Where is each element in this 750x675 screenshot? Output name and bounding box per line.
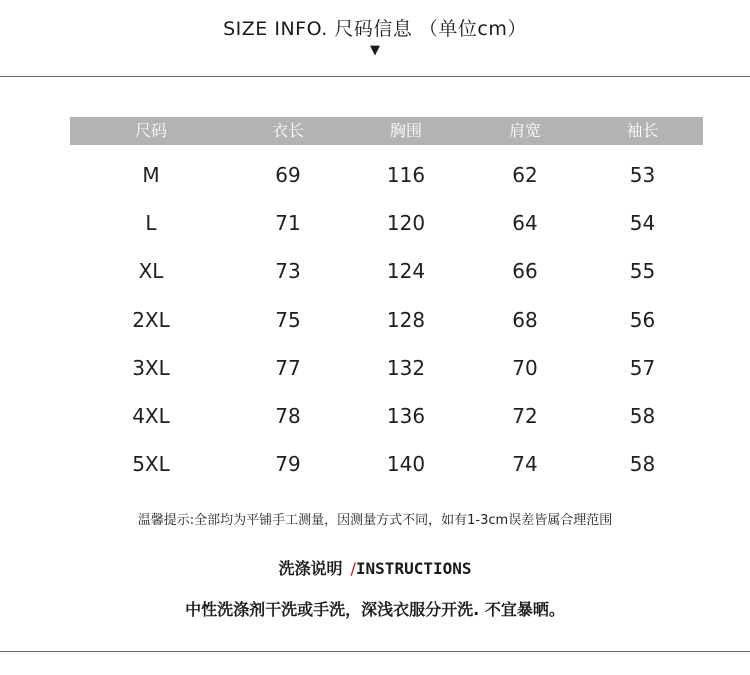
sleeve-cell: 53 — [629, 163, 656, 188]
column-header-chest: 胸围 — [389, 121, 422, 140]
size-cell: XL — [138, 259, 164, 284]
length-cell: 71 — [275, 211, 301, 236]
column-header-sleeve: 袖长 — [626, 121, 659, 140]
shoulder-cell: 64 — [512, 211, 538, 236]
sleeve-cell: 54 — [629, 211, 656, 236]
length-cell: 69 — [275, 163, 301, 188]
shoulder-cell: 72 — [512, 404, 538, 429]
table-row — [70, 199, 703, 247]
table-row — [70, 392, 703, 440]
chest-cell: 120 — [386, 211, 426, 236]
shoulder-cell: 62 — [512, 163, 538, 188]
down-arrow-icon: ▼ — [370, 43, 380, 58]
instructions-slash: / — [350, 559, 356, 578]
table-header — [70, 117, 703, 145]
bottom-divider — [0, 651, 750, 652]
size-cell: M — [142, 163, 160, 188]
chest-cell: 140 — [386, 452, 426, 477]
column-header-size: 尺码 — [134, 121, 167, 140]
size-cell: 4XL — [132, 404, 170, 429]
table-row — [70, 247, 703, 295]
shoulder-cell: 74 — [512, 452, 538, 477]
length-cell: 73 — [275, 259, 301, 284]
instructions-heading-cn: 洗涤说明 — [278, 559, 343, 578]
top-divider — [0, 76, 750, 77]
shoulder-cell: 66 — [512, 259, 538, 284]
instructions-heading — [0, 556, 750, 579]
size-cell: L — [145, 211, 157, 236]
measurement-note: 温馨提示:全部均为平铺手工测量，因测量方式不同，如有1-3cm误差皆属合理范围 — [137, 513, 613, 528]
size-cell: 3XL — [132, 355, 170, 380]
table-row — [70, 440, 703, 488]
wash-instructions: 中性洗涤剂干洗或手洗，深浅衣服分开洗. 不宜暴晒。 — [185, 600, 565, 619]
length-cell: 79 — [275, 452, 301, 477]
table-row — [70, 296, 703, 344]
chest-cell: 132 — [386, 355, 426, 380]
instructions-heading-en: INSTRUCTIONS — [355, 559, 472, 578]
table-row — [70, 344, 703, 392]
size-table — [70, 117, 703, 488]
column-header-length: 衣长 — [271, 121, 304, 140]
size-cell: 2XL — [132, 307, 170, 332]
size-cell: 5XL — [132, 452, 170, 477]
length-cell: 78 — [275, 404, 301, 429]
shoulder-cell: 70 — [512, 355, 538, 380]
chest-cell: 116 — [386, 163, 426, 188]
chest-cell: 124 — [386, 259, 426, 284]
shoulder-cell: 68 — [512, 307, 538, 332]
length-cell: 75 — [275, 307, 301, 332]
table-row — [70, 151, 703, 199]
table-body — [70, 151, 703, 488]
sleeve-cell: 58 — [629, 452, 656, 477]
sleeve-cell: 57 — [629, 355, 656, 380]
length-cell: 77 — [275, 355, 301, 380]
sleeve-cell: 58 — [629, 404, 656, 429]
chest-cell: 136 — [386, 404, 426, 429]
chest-cell: 128 — [386, 307, 426, 332]
page-title: SIZE INFO. 尺码信息 （单位cm） — [223, 18, 527, 40]
sleeve-cell: 56 — [629, 307, 656, 332]
column-header-shoulder: 肩宽 — [508, 121, 541, 140]
sleeve-cell: 55 — [629, 259, 656, 284]
